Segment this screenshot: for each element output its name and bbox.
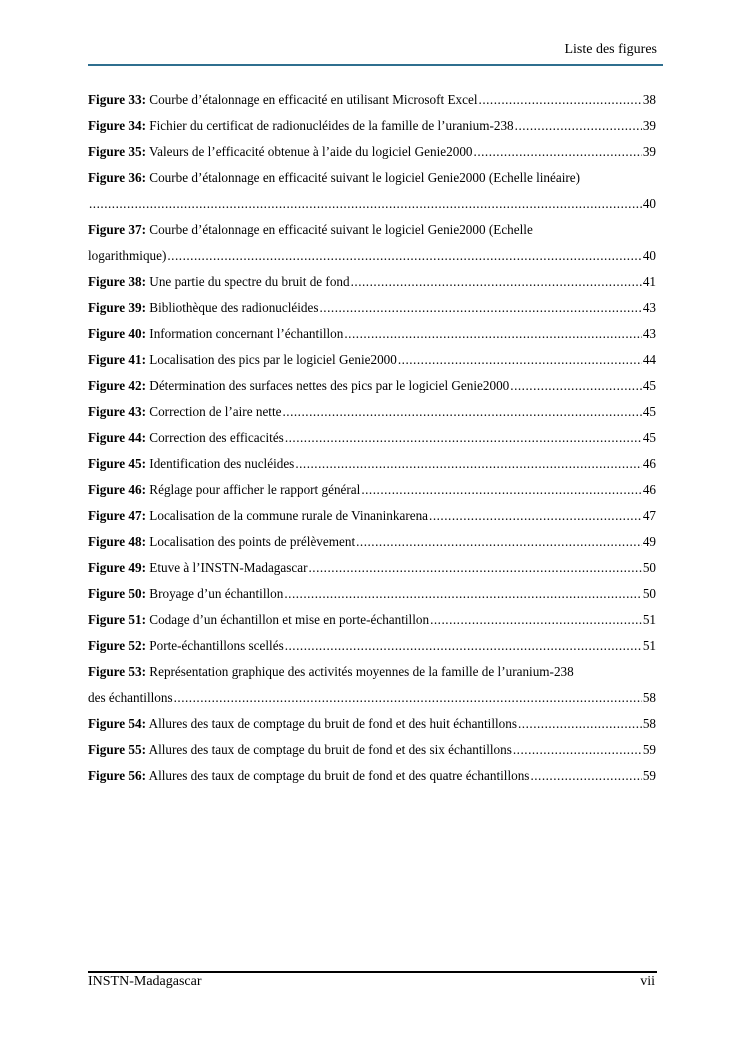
list-of-figures	[88, 87, 656, 789]
toc-entry-title	[88, 451, 294, 477]
figure-caption: Codage d’un échantillon et mise en porte-échantillon	[146, 612, 430, 627]
toc-entry[interactable]	[88, 633, 656, 659]
dot-leader	[398, 347, 642, 373]
toc-entry[interactable]	[88, 711, 656, 737]
toc-entry[interactable]	[88, 87, 656, 113]
page-number: 38	[642, 92, 656, 107]
dot-leader	[295, 451, 642, 477]
toc-entry-title	[88, 763, 529, 789]
page-number: 45	[642, 404, 656, 419]
dot-leader	[89, 191, 642, 217]
figure-label: Figure 47:	[88, 508, 146, 523]
toc-entry[interactable]	[88, 555, 656, 581]
toc-entry-title	[88, 425, 284, 451]
dot-leader	[344, 321, 641, 347]
page-number: 44	[642, 352, 656, 367]
figure-caption: Allures des taux de comptage du bruit de fond et des quatre échantillons	[146, 768, 530, 783]
figure-caption: Réglage pour afficher le rapport général	[146, 482, 361, 497]
figure-label: Figure 50:	[88, 586, 146, 601]
figure-caption: Porte-échantillons scellés	[146, 638, 284, 653]
toc-entry-title	[88, 529, 355, 555]
footer-divider	[88, 971, 657, 973]
dot-leader	[356, 529, 642, 555]
figure-label: Figure 33:	[88, 92, 146, 107]
page-number: 51	[642, 638, 656, 653]
page-number: 45	[642, 378, 656, 393]
page-number: 59	[642, 768, 656, 783]
figure-caption: Allures des taux de comptage du bruit de fond et des huit échantillons	[146, 716, 517, 731]
page-number: 50	[642, 560, 656, 575]
figure-label: Figure 52:	[88, 638, 146, 653]
dot-leader	[430, 607, 642, 633]
toc-entry[interactable]	[88, 763, 656, 789]
running-header-title: Liste des figures	[564, 42, 657, 57]
figure-caption: Bibliothèque des radionucléides	[146, 300, 319, 315]
toc-entry[interactable]	[88, 269, 656, 295]
dot-leader	[474, 139, 642, 165]
dot-leader	[174, 685, 642, 711]
page-number: 39	[642, 118, 656, 133]
page-number: 39	[642, 144, 656, 159]
dot-leader	[518, 711, 642, 737]
dot-leader	[351, 269, 642, 295]
toc-entry[interactable]	[88, 607, 656, 633]
page-number: 49	[642, 534, 656, 549]
page-number: 50	[642, 586, 656, 601]
figure-caption: Correction de l’aire nette	[146, 404, 282, 419]
toc-entry-continuation[interactable]	[88, 685, 656, 711]
page-number: 51	[642, 612, 656, 627]
figure-label: Figure 44:	[88, 430, 146, 445]
toc-entry-title	[88, 321, 343, 347]
page-number: 58	[642, 690, 656, 705]
figure-caption: Courbe d’étalonnage en efficacité suivant le logiciel Genie2000 (Echelle linéaire)	[146, 170, 581, 185]
figure-caption: Etuve à l’INSTN-Madagascar	[146, 560, 308, 575]
figure-caption: Une partie du spectre du bruit de fond	[146, 274, 350, 289]
figure-label: Figure 49:	[88, 560, 146, 575]
toc-entry-title	[88, 399, 281, 425]
toc-entry-title	[88, 87, 478, 113]
page-number: 58	[642, 716, 656, 731]
figure-label: Figure 34:	[88, 118, 146, 133]
toc-entry-title	[88, 139, 473, 165]
dot-leader	[284, 581, 641, 607]
toc-entry-title	[88, 581, 283, 607]
figure-label: Figure 42:	[88, 378, 146, 393]
figure-caption: Valeurs de l’efficacité obtenue à l’aide du logiciel Genie2000	[146, 144, 473, 159]
figure-label: Figure 45:	[88, 456, 146, 471]
toc-entry[interactable]	[88, 217, 656, 243]
toc-entry-title	[88, 503, 428, 529]
figure-caption: Courbe d’étalonnage en efficacité en utilisant Microsoft Excel	[146, 92, 478, 107]
dot-leader	[285, 633, 642, 659]
page-number: 41	[642, 274, 656, 289]
dot-leader	[361, 477, 641, 503]
dot-leader	[515, 113, 642, 139]
toc-entry-title	[88, 555, 307, 581]
figure-label: Figure 48:	[88, 534, 146, 549]
toc-entry[interactable]	[88, 165, 656, 191]
figure-caption: Correction des efficacités	[146, 430, 284, 445]
page-number: 46	[642, 482, 656, 497]
toc-entry[interactable]	[88, 477, 656, 503]
toc-entry[interactable]	[88, 451, 656, 477]
footer-page-number: vii	[640, 974, 655, 989]
figure-label: Figure 46:	[88, 482, 146, 497]
footer-institution: INSTN-Madagascar	[88, 974, 202, 989]
toc-entry-title	[88, 295, 319, 321]
page-number: 59	[642, 742, 656, 757]
header-divider	[88, 64, 663, 66]
toc-entry-title	[88, 222, 533, 237]
figure-caption: Fichier du certificat de radionucléides de la famille de l’uranium-238	[146, 118, 514, 133]
dot-leader	[285, 425, 642, 451]
figure-label: Figure 51:	[88, 612, 146, 627]
figure-label: Figure 37:	[88, 222, 146, 237]
toc-entry-title	[88, 607, 429, 633]
toc-entry-title	[88, 477, 360, 503]
toc-entry-title	[88, 711, 517, 737]
figure-label: Figure 53:	[88, 664, 146, 679]
figure-label: Figure 36:	[88, 170, 146, 185]
figure-caption: Broyage d’un échantillon	[146, 586, 284, 601]
figure-caption: Information concernant l’échantillon	[146, 326, 344, 341]
figure-label: Figure 56:	[88, 768, 146, 783]
figure-label: Figure 54:	[88, 716, 146, 731]
toc-entry-continuation[interactable]	[88, 191, 656, 217]
figure-caption: Identification des nucléides	[146, 456, 295, 471]
toc-entry-title	[88, 113, 514, 139]
toc-entry-title	[88, 269, 350, 295]
toc-entry[interactable]	[88, 503, 656, 529]
toc-entry-title	[88, 633, 284, 659]
dot-leader	[282, 399, 641, 425]
dot-leader	[479, 87, 642, 113]
figure-label: Figure 43:	[88, 404, 146, 419]
toc-entry[interactable]	[88, 737, 656, 763]
figure-caption-continued: des échantillons	[88, 690, 173, 705]
toc-entry[interactable]	[88, 581, 656, 607]
toc-entry[interactable]	[88, 113, 656, 139]
toc-entry[interactable]	[88, 373, 656, 399]
toc-entry[interactable]	[88, 139, 656, 165]
toc-entry-title	[88, 170, 580, 185]
figure-caption: Localisation des points de prélèvement	[146, 534, 356, 549]
toc-entry[interactable]	[88, 659, 656, 685]
toc-entry[interactable]	[88, 399, 656, 425]
dot-leader	[513, 737, 642, 763]
toc-entry[interactable]	[88, 425, 656, 451]
dot-leader	[308, 555, 641, 581]
figure-caption: Localisation de la commune rurale de Vinaninkarena	[146, 508, 429, 523]
page-number: 46	[642, 456, 656, 471]
figure-label: Figure 55:	[88, 742, 146, 757]
toc-entry[interactable]	[88, 295, 656, 321]
dot-leader	[167, 243, 641, 269]
figure-label: Figure 35:	[88, 144, 146, 159]
figure-label: Figure 38:	[88, 274, 146, 289]
figure-caption: Localisation des pics par le logiciel Genie2000	[146, 352, 397, 367]
figure-label: Figure 39:	[88, 300, 146, 315]
figure-caption: Allures des taux de comptage du bruit de fond et des six échantillons	[146, 742, 512, 757]
toc-entry[interactable]	[88, 347, 656, 373]
toc-entry-title	[88, 347, 397, 373]
figure-label: Figure 41:	[88, 352, 146, 367]
page-number: 40	[642, 248, 656, 263]
figure-caption: Détermination des surfaces nettes des pics par le logiciel Genie2000	[146, 378, 510, 393]
page-number: 43	[642, 326, 656, 341]
page-number: 47	[642, 508, 656, 523]
dot-leader	[530, 763, 641, 789]
figure-caption: Courbe d’étalonnage en efficacité suivant le logiciel Genie2000 (Echelle	[146, 222, 533, 237]
figure-label: Figure 40:	[88, 326, 146, 341]
toc-entry-title	[88, 373, 509, 399]
dot-leader	[510, 373, 642, 399]
figure-caption-continued: logarithmique)	[88, 248, 167, 263]
figure-caption: Représentation graphique des activités moyennes de la famille de l’uranium-238	[146, 664, 574, 679]
toc-entry[interactable]	[88, 529, 656, 555]
page-number: 40	[642, 196, 656, 211]
toc-entry-continuation[interactable]	[88, 243, 656, 269]
page-number: 43	[642, 300, 656, 315]
dot-leader	[320, 295, 642, 321]
dot-leader	[429, 503, 642, 529]
toc-entry-title	[88, 664, 574, 679]
toc-entry[interactable]	[88, 321, 656, 347]
page-number: 45	[642, 430, 656, 445]
toc-entry-title	[88, 737, 512, 763]
